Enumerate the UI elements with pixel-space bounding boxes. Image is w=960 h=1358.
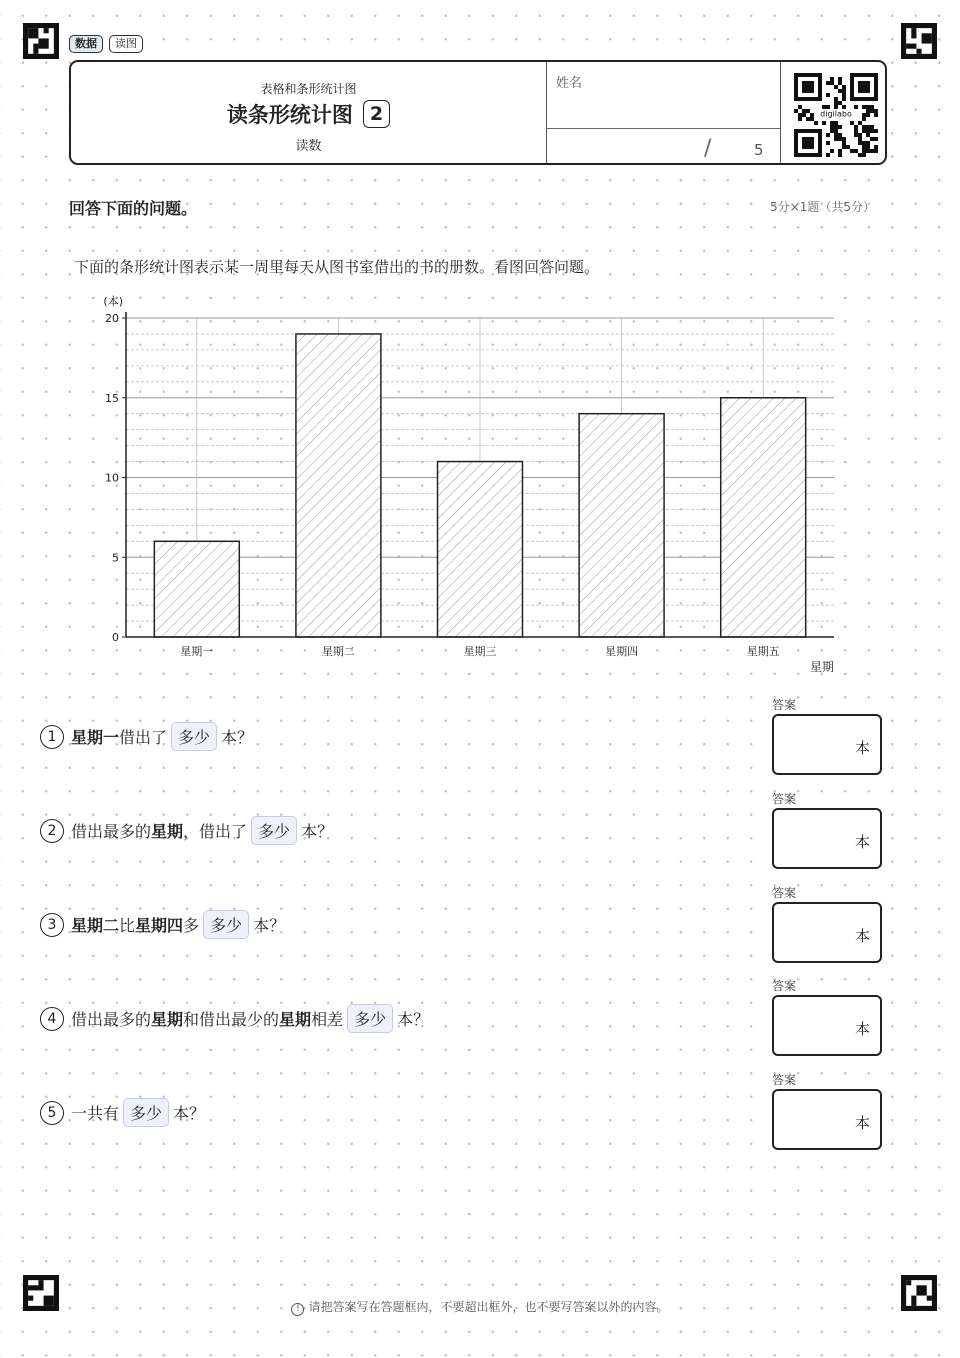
worksheet-title-text: 读条形统计图 <box>226 103 353 127</box>
worksheet-title <box>71 99 546 129</box>
name-score-block <box>546 62 781 163</box>
y-tick-label: 15 <box>105 391 119 405</box>
answer-label: 答案 <box>772 1073 797 1087</box>
corner-marker-top-left <box>23 23 59 59</box>
hint-badge: 多少 <box>171 722 217 751</box>
question-number: 4 <box>40 1007 64 1031</box>
instruction: 回答下面的问题。 <box>69 199 198 218</box>
hint-badge: 多少 <box>203 910 249 939</box>
answer-box-4[interactable] <box>772 995 882 1056</box>
question-end: 本？ <box>253 916 286 935</box>
score-total: 5 <box>754 141 764 159</box>
footer-note <box>0 1298 960 1316</box>
unit-title: 表格和条形统计图 <box>260 82 357 96</box>
question-end: 本？ <box>301 822 334 841</box>
hint-badge: 多少 <box>123 1098 169 1127</box>
answer-box-3[interactable] <box>772 902 882 963</box>
question-number: 1 <box>40 725 64 749</box>
y-tick-label: 20 <box>105 312 119 325</box>
question-2 <box>40 816 333 845</box>
answer-unit: 本 <box>854 1114 870 1132</box>
bar <box>154 541 239 637</box>
question-end: 本？ <box>173 1104 206 1123</box>
topic-label: 读数 <box>295 139 322 154</box>
answer-label: 答案 <box>772 979 797 993</box>
worksheet-number: 2 <box>363 100 390 128</box>
corner-marker-top-right <box>901 23 937 59</box>
problem-description: 下面的条形统计图表示某一周里每天从图书室借出的书的册数。看图回答问题。 <box>74 258 600 276</box>
x-tick-label: 星期一 <box>180 645 214 658</box>
tag-list <box>69 35 143 53</box>
bar <box>296 334 381 637</box>
x-axis-label: 星期 <box>809 660 834 674</box>
question-4 <box>40 1004 429 1033</box>
x-tick-label: 星期四 <box>605 645 639 658</box>
footer-text: 请把答案写在答题框内，不要超出框外，也不要写答案以外的内容。 <box>308 1300 669 1314</box>
answer-label: 答案 <box>772 698 797 712</box>
answer-unit: 本 <box>854 1020 870 1038</box>
hint-badge: 多少 <box>251 816 297 845</box>
question-text: 借出最多的星期，借出了 <box>71 822 248 841</box>
question-text: 一共有 <box>71 1104 120 1123</box>
points-info: 5分×1题（共5分） <box>770 200 875 214</box>
question-1 <box>40 722 253 751</box>
tag-data: 数据 <box>69 35 103 53</box>
answer-unit: 本 <box>854 739 870 757</box>
info-icon: ! <box>291 1303 304 1316</box>
question-text: 星期二比星期四多 <box>71 916 200 935</box>
tag-read-chart: 读图 <box>109 35 143 53</box>
question-number: 3 <box>40 913 64 937</box>
y-tick-label: 0 <box>112 631 119 644</box>
question-text: 星期一借出了 <box>71 728 168 747</box>
y-tick-label: 10 <box>105 471 119 485</box>
title-block <box>71 62 547 163</box>
answer-unit: 本 <box>854 833 870 851</box>
answer-label: 答案 <box>772 886 797 900</box>
name-divider <box>546 128 780 129</box>
question-text: 借出最多的星期和借出最少的星期相差 <box>71 1010 344 1029</box>
bar-chart <box>80 288 850 680</box>
y-tick-label: 5 <box>112 551 119 565</box>
x-tick-label: 星期二 <box>321 645 355 658</box>
y-axis-label: (本) <box>103 295 123 308</box>
answer-box-2[interactable] <box>772 808 882 869</box>
bar <box>438 462 523 637</box>
bar <box>721 398 806 637</box>
answer-label: 答案 <box>772 792 797 806</box>
answer-unit: 本 <box>854 927 870 945</box>
question-end: 本？ <box>397 1010 430 1029</box>
question-3 <box>40 910 285 939</box>
name-label: 姓名 <box>556 76 583 91</box>
hint-badge: 多少 <box>347 1004 393 1033</box>
question-number: 5 <box>40 1101 64 1125</box>
answer-box-1[interactable] <box>772 714 882 775</box>
qr-code-icon <box>794 73 878 157</box>
qr-label: digilabo <box>820 109 852 119</box>
worksheet-header <box>69 60 887 165</box>
bar <box>579 414 664 637</box>
x-tick-label: 星期三 <box>463 645 497 658</box>
question-5 <box>40 1098 205 1127</box>
score-slash: / <box>704 136 712 161</box>
x-tick-label: 星期五 <box>746 645 780 658</box>
question-end: 本？ <box>221 728 254 747</box>
answer-box-5[interactable] <box>772 1089 882 1150</box>
question-number: 2 <box>40 819 64 843</box>
